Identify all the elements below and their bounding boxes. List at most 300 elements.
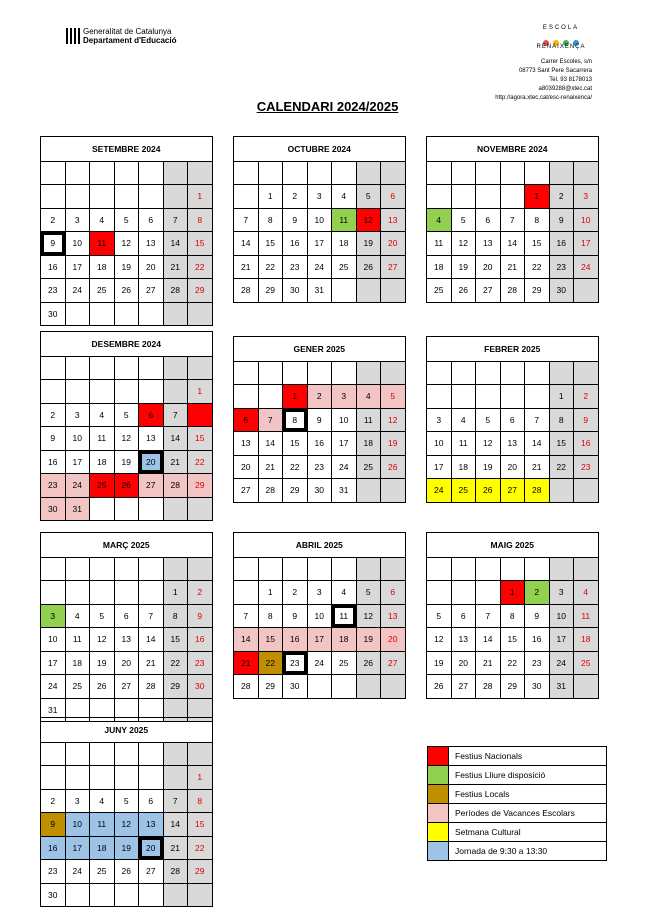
day-cell: 3 (427, 408, 452, 432)
day-cell: 14 (234, 232, 259, 256)
school-logo (531, 25, 591, 50)
day-cell: 19 (114, 836, 139, 860)
day-cell: 4 (90, 789, 115, 813)
day-cell: 4 (451, 408, 476, 432)
day-cell: 29 (525, 279, 550, 303)
day-cell: 9 (525, 604, 550, 628)
day-cell: 30 (307, 479, 332, 503)
day-cell: 24 (65, 474, 90, 498)
day-cell: 6 (234, 408, 259, 432)
day-cell: 12 (114, 232, 139, 256)
day-cell: 16 (283, 628, 308, 652)
day-cell: 20 (451, 651, 476, 675)
empty-cell (114, 497, 139, 521)
empty-cell (41, 185, 66, 209)
day-cell: 27 (381, 651, 406, 675)
day-cell: 30 (549, 279, 574, 303)
weekday-header-cell (90, 742, 115, 766)
empty-cell (139, 883, 164, 907)
day-cell: 27 (451, 675, 476, 699)
empty-cell (114, 380, 139, 404)
day-cell: 19 (114, 450, 139, 474)
day-cell: 17 (41, 651, 66, 675)
day-cell: 26 (356, 255, 381, 279)
day-cell: 9 (574, 408, 599, 432)
day-cell: 10 (65, 427, 90, 451)
day-cell: 31 (332, 479, 357, 503)
day-cell: 3 (307, 581, 332, 605)
weekday-header-cell (574, 557, 599, 581)
weekday-header-cell (307, 557, 332, 581)
weekday-header-cell (90, 161, 115, 185)
weekday-header-cell (451, 161, 476, 185)
day-cell: 16 (188, 628, 213, 652)
empty-cell (258, 385, 283, 409)
day-cell: 26 (114, 279, 139, 303)
empty-cell (427, 581, 452, 605)
weekday-header-cell (549, 161, 574, 185)
address-city: 08773 Sant Pere Sacarrera (518, 68, 592, 74)
day-cell: 23 (307, 455, 332, 479)
day-cell: 27 (139, 860, 164, 884)
day-cell: 17 (574, 232, 599, 256)
weekday-header-cell (356, 161, 381, 185)
day-cell: 30 (41, 497, 66, 521)
day-cell: 14 (234, 628, 259, 652)
day-cell: 22 (188, 836, 213, 860)
empty-cell (65, 380, 90, 404)
day-cell: 8 (188, 403, 213, 427)
weekday-header-cell (381, 557, 406, 581)
legend-swatch (428, 842, 449, 861)
weekday-header-cell (188, 742, 213, 766)
day-cell: 15 (258, 628, 283, 652)
day-cell: 22 (525, 255, 550, 279)
day-cell: 25 (332, 255, 357, 279)
day-cell: 2 (283, 185, 308, 209)
empty-cell (451, 385, 476, 409)
day-cell: 28 (163, 474, 188, 498)
day-cell: 25 (90, 860, 115, 884)
legend-row (428, 842, 607, 861)
day-cell: 14 (476, 628, 501, 652)
day-cell: 21 (258, 455, 283, 479)
empty-cell (139, 302, 164, 326)
legend-label: Festius Locals (449, 785, 607, 804)
month-title: OCTUBRE 2024 (234, 137, 406, 162)
day-cell: 15 (500, 628, 525, 652)
empty-cell (114, 185, 139, 209)
empty-cell (65, 766, 90, 790)
weekday-header-cell (283, 161, 308, 185)
day-cell: 4 (356, 385, 381, 409)
day-cell: 27 (476, 279, 501, 303)
day-cell: 10 (549, 604, 574, 628)
day-cell: 26 (427, 675, 452, 699)
day-cell: 6 (500, 408, 525, 432)
empty-cell (139, 185, 164, 209)
weekday-header-cell (188, 356, 213, 380)
day-cell: 11 (332, 208, 357, 232)
weekday-header-cell (163, 356, 188, 380)
day-cell: 10 (332, 408, 357, 432)
day-cell: 10 (307, 604, 332, 628)
day-cell: 25 (427, 279, 452, 303)
day-cell: 23 (549, 255, 574, 279)
month-title: MAIG 2025 (427, 533, 599, 558)
empty-cell (139, 581, 164, 605)
weekday-header-cell (307, 361, 332, 385)
legend-label: Festius Nacionals (449, 747, 607, 766)
day-cell: 7 (163, 403, 188, 427)
weekday-header-cell (90, 356, 115, 380)
weekday-header-cell (307, 161, 332, 185)
page-title: CALENDARI 2024/2025 (256, 99, 399, 114)
month-title: DESEMBRE 2024 (41, 332, 213, 357)
day-cell: 25 (451, 479, 476, 503)
weekday-header-cell (258, 361, 283, 385)
day-cell: 3 (307, 185, 332, 209)
weekday-header-cell (41, 356, 66, 380)
day-cell: 31 (307, 279, 332, 303)
day-cell: 29 (500, 675, 525, 699)
day-cell: 23 (283, 651, 308, 675)
empty-cell (163, 185, 188, 209)
day-cell: 15 (188, 813, 213, 837)
day-cell: 20 (381, 232, 406, 256)
day-cell: 4 (332, 185, 357, 209)
empty-cell (332, 279, 357, 303)
day-cell: 18 (574, 628, 599, 652)
empty-cell (381, 279, 406, 303)
day-cell: 19 (356, 628, 381, 652)
month-title: NOVEMBRE 2024 (427, 137, 599, 162)
month-10 (40, 717, 213, 907)
weekday-header-cell (163, 161, 188, 185)
weekday-header-cell (114, 557, 139, 581)
day-cell: 28 (234, 279, 259, 303)
day-cell: 29 (163, 675, 188, 699)
day-cell: 18 (427, 255, 452, 279)
day-cell: 2 (41, 789, 66, 813)
empty-cell (427, 385, 452, 409)
legend-swatch (428, 766, 449, 785)
legend-row (428, 747, 607, 766)
day-cell: 22 (188, 255, 213, 279)
month-5 (233, 336, 406, 503)
day-cell: 12 (90, 628, 115, 652)
day-cell: 18 (90, 450, 115, 474)
weekday-header-cell (41, 557, 66, 581)
empty-cell (574, 479, 599, 503)
empty-cell (41, 380, 66, 404)
day-cell: 5 (90, 604, 115, 628)
day-cell: 5 (356, 185, 381, 209)
empty-cell (356, 675, 381, 699)
weekday-header-cell (427, 161, 452, 185)
day-cell: 11 (427, 232, 452, 256)
day-cell: 18 (356, 432, 381, 456)
day-cell: 9 (283, 208, 308, 232)
empty-cell (90, 302, 115, 326)
day-cell: 4 (574, 581, 599, 605)
empty-cell (234, 581, 259, 605)
day-cell: 20 (139, 255, 164, 279)
legend-swatch (428, 785, 449, 804)
day-cell: 8 (258, 208, 283, 232)
month-8 (233, 532, 406, 699)
day-cell: 2 (283, 581, 308, 605)
legend-swatch (428, 747, 449, 766)
day-cell: 17 (549, 628, 574, 652)
month-title: FEBRER 2025 (427, 337, 599, 362)
day-cell: 22 (283, 455, 308, 479)
day-cell: 19 (476, 455, 501, 479)
day-cell: 6 (114, 604, 139, 628)
day-cell: 4 (427, 208, 452, 232)
day-cell: 28 (163, 860, 188, 884)
day-cell: 11 (574, 604, 599, 628)
day-cell: 21 (500, 255, 525, 279)
day-cell: 8 (258, 604, 283, 628)
day-cell: 7 (139, 604, 164, 628)
day-cell: 2 (188, 581, 213, 605)
empty-cell (65, 185, 90, 209)
day-cell: 5 (427, 604, 452, 628)
day-cell: 17 (65, 836, 90, 860)
empty-cell (188, 883, 213, 907)
day-cell: 24 (549, 651, 574, 675)
month-2 (233, 136, 406, 303)
empty-cell (90, 185, 115, 209)
empty-cell (90, 380, 115, 404)
day-cell: 6 (476, 208, 501, 232)
empty-cell (65, 581, 90, 605)
day-cell: 28 (476, 675, 501, 699)
day-cell: 5 (114, 403, 139, 427)
weekday-header-cell (332, 557, 357, 581)
day-cell: 30 (283, 279, 308, 303)
day-cell: 22 (549, 455, 574, 479)
empty-cell (451, 185, 476, 209)
month-title: ABRIL 2025 (234, 533, 406, 558)
weekday-header-cell (139, 161, 164, 185)
weekday-header-cell (188, 161, 213, 185)
day-cell: 9 (41, 232, 66, 256)
empty-cell (163, 380, 188, 404)
month-1 (40, 136, 213, 326)
day-cell: 2 (41, 403, 66, 427)
day-cell: 9 (549, 208, 574, 232)
weekday-header-cell (65, 356, 90, 380)
empty-cell (139, 497, 164, 521)
month-title: MARÇ 2025 (41, 533, 213, 558)
day-cell: 9 (283, 604, 308, 628)
day-cell: 17 (307, 232, 332, 256)
day-cell: 25 (332, 651, 357, 675)
day-cell: 14 (139, 628, 164, 652)
day-cell: 1 (549, 385, 574, 409)
empty-cell (356, 279, 381, 303)
day-cell: 20 (500, 455, 525, 479)
day-cell: 7 (476, 604, 501, 628)
day-cell: 3 (65, 789, 90, 813)
weekday-header-cell (234, 361, 259, 385)
day-cell: 3 (65, 208, 90, 232)
weekday-header-cell (356, 557, 381, 581)
weekday-header-cell (188, 557, 213, 581)
day-cell: 27 (381, 255, 406, 279)
day-cell: 30 (188, 675, 213, 699)
day-cell: 18 (90, 255, 115, 279)
weekday-header-cell (476, 557, 501, 581)
day-cell: 7 (234, 208, 259, 232)
day-cell: 17 (332, 432, 357, 456)
day-cell: 1 (188, 766, 213, 790)
day-cell: 9 (41, 427, 66, 451)
day-cell: 4 (332, 581, 357, 605)
day-cell: 25 (356, 455, 381, 479)
day-cell: 15 (549, 432, 574, 456)
weekday-header-cell (427, 557, 452, 581)
day-cell: 27 (139, 474, 164, 498)
empty-cell (525, 385, 550, 409)
day-cell: 10 (65, 232, 90, 256)
day-cell: 1 (525, 185, 550, 209)
weekday-header-cell (500, 557, 525, 581)
day-cell: 26 (356, 651, 381, 675)
weekday-header-cell (500, 161, 525, 185)
day-cell: 29 (283, 479, 308, 503)
day-cell: 28 (163, 279, 188, 303)
day-cell: 24 (65, 279, 90, 303)
address-street: Carrer Escoles, s/n (540, 59, 592, 65)
day-cell: 24 (41, 675, 66, 699)
day-cell: 12 (476, 432, 501, 456)
day-cell: 21 (163, 255, 188, 279)
weekday-header-cell (500, 361, 525, 385)
empty-cell (114, 766, 139, 790)
day-cell: 19 (451, 255, 476, 279)
day-cell: 22 (258, 255, 283, 279)
day-cell: 6 (139, 208, 164, 232)
day-cell: 10 (574, 208, 599, 232)
month-title: SETEMBRE 2024 (41, 137, 213, 162)
day-cell: 30 (41, 302, 66, 326)
weekday-header-cell (283, 557, 308, 581)
day-cell: 25 (90, 474, 115, 498)
weekday-header-cell (451, 557, 476, 581)
empty-cell (139, 380, 164, 404)
day-cell: 3 (574, 185, 599, 209)
empty-cell (41, 581, 66, 605)
day-cell: 14 (163, 232, 188, 256)
day-cell: 11 (332, 604, 357, 628)
empty-cell (90, 883, 115, 907)
generalitat-name: Generalitat de Catalunya (83, 27, 172, 36)
weekday-header-cell (574, 361, 599, 385)
day-cell: 22 (258, 651, 283, 675)
day-cell: 11 (356, 408, 381, 432)
day-cell: 18 (451, 455, 476, 479)
day-cell: 20 (476, 255, 501, 279)
empty-cell (234, 385, 259, 409)
day-cell: 4 (90, 208, 115, 232)
day-cell: 2 (574, 385, 599, 409)
month-7 (40, 532, 213, 722)
day-cell: 7 (500, 208, 525, 232)
day-cell: 20 (139, 450, 164, 474)
day-cell: 27 (500, 479, 525, 503)
day-cell: 29 (188, 860, 213, 884)
day-cell: 16 (41, 836, 66, 860)
day-cell: 16 (41, 450, 66, 474)
legend-label: Setmana Cultural (449, 823, 607, 842)
day-cell: 27 (234, 479, 259, 503)
day-cell: 29 (188, 279, 213, 303)
day-cell: 11 (90, 232, 115, 256)
day-cell: 13 (381, 604, 406, 628)
day-cell: 5 (356, 581, 381, 605)
day-cell: 10 (307, 208, 332, 232)
empty-cell (549, 479, 574, 503)
day-cell: 6 (381, 581, 406, 605)
day-cell: 12 (356, 604, 381, 628)
day-cell: 15 (283, 432, 308, 456)
day-cell: 4 (65, 604, 90, 628)
day-cell: 16 (283, 232, 308, 256)
legend-row (428, 823, 607, 842)
day-cell: 15 (258, 232, 283, 256)
day-cell: 23 (41, 474, 66, 498)
day-cell: 20 (381, 628, 406, 652)
day-cell: 26 (381, 455, 406, 479)
day-cell: 21 (163, 836, 188, 860)
day-cell: 3 (65, 403, 90, 427)
weekday-header-cell (525, 161, 550, 185)
empty-cell (476, 385, 501, 409)
day-cell: 14 (500, 232, 525, 256)
empty-cell (500, 185, 525, 209)
day-cell: 18 (332, 232, 357, 256)
day-cell: 17 (427, 455, 452, 479)
day-cell: 31 (41, 698, 66, 722)
address-website: http://agora.xtec.cat/esc-renaixenca/ (495, 95, 592, 101)
empty-cell (188, 497, 213, 521)
day-cell: 26 (451, 279, 476, 303)
day-cell: 19 (90, 651, 115, 675)
day-cell: 12 (451, 232, 476, 256)
day-cell: 26 (90, 675, 115, 699)
day-cell: 11 (90, 427, 115, 451)
address-phone: Tel. 93 8178013 (549, 77, 592, 83)
day-cell: 23 (283, 255, 308, 279)
day-cell: 29 (258, 675, 283, 699)
day-cell: 17 (65, 450, 90, 474)
day-cell: 1 (283, 385, 308, 409)
legend-row (428, 804, 607, 823)
day-cell: 27 (114, 675, 139, 699)
weekday-header-cell (258, 557, 283, 581)
address-email: a8039288@xtec.cat (538, 86, 592, 92)
day-cell: 16 (525, 628, 550, 652)
day-cell: 8 (549, 408, 574, 432)
weekday-header-cell (234, 557, 259, 581)
day-cell: 30 (41, 883, 66, 907)
empty-cell (90, 581, 115, 605)
day-cell: 12 (114, 427, 139, 451)
day-cell: 31 (65, 497, 90, 521)
